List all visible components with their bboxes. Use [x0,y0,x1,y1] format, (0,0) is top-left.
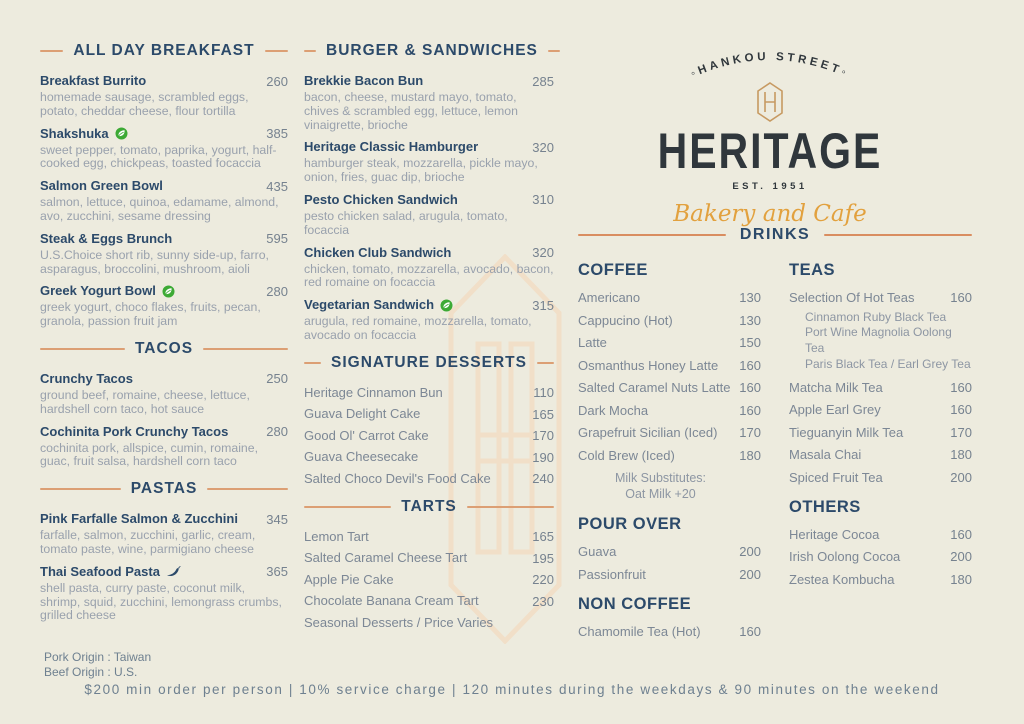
menu-item [304,550,554,566]
menu-item-row [40,564,288,580]
menu-item [40,424,288,470]
item-price: 310 [532,192,554,208]
drink-price: 160 [739,402,761,418]
menu-column-middle [304,42,554,642]
drink-name: Dark Mocha [578,402,649,418]
header-rule [203,348,288,350]
menu-item-row [40,73,288,89]
arc-text-label: ◦HANKOU STREET◦ [689,50,851,81]
menu-item-row [40,178,288,194]
drink-sub-option: Paris Black Tea / Earl Grey Tea [805,356,971,371]
menu-item-row [304,471,554,487]
drink-price: 170 [950,424,972,440]
menu-item-row [40,283,288,299]
drink-item-row [789,470,972,485]
drink-item-row [789,447,972,462]
drink-item-row [789,527,972,542]
item-price: 240 [532,471,554,487]
drink-price: 200 [739,566,761,582]
header-rule [467,506,554,508]
menu-item [304,245,554,291]
item-name: Pink Farfalle Salmon & Zucchini [40,511,238,527]
menu-item [40,126,288,172]
drink-name: Spiced Fruit Tea [789,469,883,485]
item-name: Heritage Classic Hamburger [304,139,479,155]
brand-established: EST. 1951 [732,181,808,192]
item-name: Guava Delight Cake [304,406,421,422]
menu-item [304,192,554,238]
item-price: 170 [532,428,554,444]
item-name: Thai Seafood Pasta [40,563,160,579]
drink-item-row [578,425,761,440]
drink-name: Selection Of Hot Teas [789,290,915,305]
drinks-group-title: OTHERS [789,497,861,516]
menu-item-row [40,511,288,527]
item-price: 280 [266,283,288,299]
item-price: 250 [266,371,288,387]
item-description: hamburger steak, mozzarella, pickle mayo, onion, fries, guac dip, brioche [304,156,538,185]
drink-name: Osmanthus Honey Latte [578,357,719,373]
drink-name: Cappucino (Hot) [578,312,673,328]
milk-substitutes-note [578,470,743,502]
veg-leaf-icon [162,285,175,298]
drink-price: 150 [739,335,761,350]
svg-text:◦HANKOU STREET◦ [689,51,851,80]
item-description: homemade sausage, scrambled eggs, potato, cheddar cheese, flour tortilla [40,90,249,118]
item-description: salmon, lettuce, quinoa, edamame, almond, avo, zucchini, sesame dressing [40,195,279,223]
header-rule [40,488,121,490]
section-title: ALL DAY BREAKFAST [73,42,255,59]
item-price: 595 [266,231,288,247]
menu-section-tacos [40,340,288,469]
drink-item-row [578,448,761,463]
drink-name: Tieguanyin Milk Tea [789,424,904,440]
item-name: Pesto Chicken Sandwich [304,191,458,207]
menu-item-row [304,139,554,155]
drinks-group-title: TEAS [789,261,836,279]
drinks-header [578,226,972,244]
section-header [40,480,288,498]
drink-name: Guava [578,544,617,559]
item-name: Guava Cheesecake [304,449,419,465]
menu-item [40,231,288,277]
section-header [304,354,554,372]
menu-column-left [40,42,288,634]
note-line: Oat Milk +20 [625,487,696,501]
drink-price: 160 [950,526,972,542]
drink-name: Matcha Milk Tea [789,379,883,395]
header-rule [548,50,560,52]
header-rule [304,362,321,364]
note-line: Milk Substitutes: [614,471,706,485]
drinks-column-right [789,261,972,600]
menu-item-row [304,385,554,401]
drinks-group-others [789,498,972,587]
item-description: bacon, cheese, mustard mayo, tomato, chives & scrambled egg, lettuce, lemon vinaigrette, brioche [304,90,518,132]
item-name: Apple Pie Cake [304,571,394,587]
drink-sub-option: Port Wine Magnolia Oolong Tea [805,325,952,356]
item-name: Crunchy Tacos [40,370,133,386]
menu-item [304,449,554,465]
drink-item-row [789,425,972,440]
drink-item-row [578,380,761,395]
item-price: 365 [266,564,288,580]
drink-price: 160 [950,290,972,305]
menu-item-row [304,615,554,631]
item-name: Breakfast Burrito [40,73,147,88]
header-rule [537,362,554,364]
header-rule [578,234,726,236]
drink-price: 160 [739,623,761,639]
menu-section-tarts [304,498,554,631]
brand-logo [644,30,896,227]
menu-item-row [304,572,554,588]
item-name: Heritage Cinnamon Bun [304,384,443,400]
drink-item-row [578,313,761,328]
drink-price: 200 [739,544,761,559]
item-name: Salted Caramel Cheese Tart [304,550,468,566]
menu-section-all-day-breakfast [40,42,288,329]
drink-price: 130 [739,312,761,328]
drink-item-row [578,358,761,373]
drink-item-row [578,290,761,305]
drinks-group-title: COFFEE [578,261,648,279]
item-name: Chicken Club Sandwich [304,244,452,260]
drink-name: Passionfruit [578,566,646,582]
menu-item-row [304,449,554,465]
item-price: 345 [266,511,288,527]
drink-item-row [578,544,761,559]
drink-name: Masala Chai [789,447,862,463]
menu-section-burger-sandwiches [304,42,554,343]
item-name: Cochinita Pork Crunchy Tacos [40,423,229,439]
item-name: Greek Yogurt Bowl [40,283,156,299]
header-rule [304,506,391,508]
drink-item-row [578,335,761,350]
hexagon-h-monogram-icon [757,82,783,122]
item-price: 280 [266,424,288,440]
drinks-title: DRINKS [739,226,811,243]
menu-item [304,385,554,401]
header-rule [40,348,125,350]
header-rule [40,50,63,52]
section-title: SIGNATURE DESSERTS [331,353,527,371]
drinks-group-coffee [578,261,761,502]
drink-name: Americano [578,290,641,305]
drink-name: Cold Brew (Iced) [578,447,675,463]
brand-tagline: Bakery and Cafe [673,201,867,227]
menu-item-row [40,126,288,142]
item-description: pesto chicken salad, arugula, tomato, focaccia [304,208,508,237]
item-description: ground beef, romaine, cheese, lettuce, hardshell corn taco, hot sauce [40,387,250,416]
drink-name: Latte [578,335,607,350]
item-price: 385 [266,126,288,142]
item-name: Chocolate Banana Cream Tart [304,593,479,609]
section-header [40,42,288,60]
drink-sub-options [805,310,972,373]
item-description: farfalle, salmon, zucchini, garlic, cream, tomato paste, wine, parmigiano cheese [40,528,256,556]
veg-leaf-icon [115,127,128,140]
drink-name: Chamomile Tea (Hot) [578,623,701,639]
drink-name: Heritage Cocoa [789,526,880,542]
drink-item-row [789,572,972,587]
drinks-group-title: POUR OVER [578,515,682,533]
header-rule [265,50,288,52]
brand-name: HERITAGE [657,122,883,179]
item-price: 190 [532,449,554,465]
beef-origin-note: Beef Origin : U.S. [44,665,138,679]
item-description: cochinita pork, allspice, cumin, romaine, guac, fruit salsa, hardshell corn taco [40,440,259,469]
menu-item [40,511,288,557]
menu-item-row [40,371,288,387]
drink-sub-option: Cinnamon Ruby Black Tea [805,309,947,324]
menu-item-row [304,550,554,566]
menu-item-row [304,245,554,261]
item-price: 320 [532,245,554,261]
section-title: TACOS [134,339,194,357]
menu-item-row [40,424,288,440]
drinks-section [578,226,972,652]
drink-price: 160 [739,357,761,373]
section-title: BURGER & SANDWICHES [326,42,538,59]
pork-origin-note: Pork Origin : Taiwan [44,650,152,664]
item-price: 230 [532,593,554,609]
menu-item [304,593,554,609]
item-price: 315 [532,297,554,313]
drink-price: 180 [950,447,972,463]
drink-price: 180 [739,447,761,463]
drinks-column-left [578,261,761,652]
menu-item [40,73,288,119]
drinks-group-title: NON COFFEE [578,594,692,613]
menu-item-row [304,428,554,444]
item-price: 320 [532,139,554,155]
item-price: 195 [532,550,554,566]
drink-price: 180 [950,571,972,587]
item-name: Vegetarian Sandwich [304,297,435,313]
drink-item-row [789,549,972,564]
menu-item [304,471,554,487]
footer-origin-notes [44,650,151,680]
item-price: 110 [533,385,554,401]
item-name: Salmon Green Bowl [40,178,163,194]
drinks-group-pour-over [578,515,761,582]
drink-price: 160 [950,379,972,395]
menu-section-pastas [40,480,288,623]
item-name: Seasonal Desserts / Price Varies [304,614,494,630]
menu-item-row [304,297,554,313]
item-description: greek yogurt, choco flakes, fruits, pecan, granola, passion fruit jam [40,300,261,329]
section-header [304,498,554,516]
menu-item [40,371,288,417]
drink-name: Salted Caramel Nuts Latte [578,380,731,395]
item-price: 165 [532,529,554,545]
item-price: 165 [532,406,554,422]
menu-item-row [304,73,554,89]
item-name: Good Ol' Carrot Cake [304,427,429,443]
drink-item-row [578,567,761,582]
menu-item [40,564,288,623]
menu-item [40,283,288,329]
menu-item [304,529,554,545]
footer-terms: $200 min order per person | 10% service charge | 120 minutes during the weekdays & 90 minutes on the weekend [84,682,940,697]
menu-section-signature-desserts [304,354,554,487]
menu-item [304,428,554,444]
menu-item-row [304,192,554,208]
section-header [40,340,288,358]
drink-item-row [789,402,972,417]
item-name: Brekkie Bacon Bun [304,73,424,88]
menu-item [304,297,554,343]
menu-item-row [304,406,554,422]
section-header [304,42,554,60]
spicy-chili-icon [166,565,182,578]
drink-name: Irish Oolong Cocoa [789,549,901,565]
item-description: arugula, red romaine, mozzarella, tomato, avocado on focaccia [304,314,532,342]
drink-price: 200 [950,549,972,565]
item-description: sweet pepper, tomato, paprika, yogurt, half-cooked egg, chickpeas, toasted focaccia [40,142,277,171]
drink-name: Apple Earl Grey [789,402,881,418]
menu-item [304,406,554,422]
drink-item-row [789,380,972,395]
drink-price: 130 [739,290,761,305]
drink-price: 160 [950,402,972,418]
drink-item-row [578,403,761,418]
header-rule [824,234,972,236]
drink-item-row [789,290,972,305]
menu-item-row [304,529,554,545]
drink-price: 170 [739,425,761,440]
item-description: U.S.Choice short rib, sunny side-up, farro, asparagus, broccolini, mushroom, aioli [40,247,269,276]
menu-item [40,178,288,224]
drink-price: 200 [950,469,972,485]
menu-item [304,572,554,588]
header-rule [304,50,316,52]
menu-item [304,615,554,631]
section-title: PASTAS [130,480,198,498]
menu-item-row [304,593,554,609]
item-name: Steak & Eggs Brunch [40,230,173,246]
menu-item-row [40,231,288,247]
menu-item [304,139,554,185]
drinks-columns [578,261,972,652]
item-name: Shakshuka [40,125,109,141]
item-price: 435 [266,178,288,194]
drink-price: 160 [739,380,761,395]
item-price: 260 [266,73,288,89]
header-rule [207,488,288,490]
item-name: Lemon Tart [304,528,369,544]
drinks-group-non-coffee [578,595,761,639]
veg-leaf-icon [440,299,453,312]
item-price: 285 [532,73,554,89]
drink-item-row [578,624,761,639]
drinks-group-teas [789,261,972,485]
menu-item [304,73,554,132]
drink-name: Grapefruit Sicilian (Iced) [578,425,718,440]
section-title: TARTS [401,497,457,515]
item-description: shell pasta, curry paste, coconut milk, shrimp, squid, zucchini, lemongrass crumbs, grilled cheese [40,580,282,623]
item-name: Salted Choco Devil's Food Cake [304,470,491,486]
drink-name: Zestea Kombucha [789,571,895,587]
item-price: 220 [532,572,554,588]
item-description: chicken, tomato, mozzarella, avocado, bacon, red romaine on focaccia [304,261,554,290]
